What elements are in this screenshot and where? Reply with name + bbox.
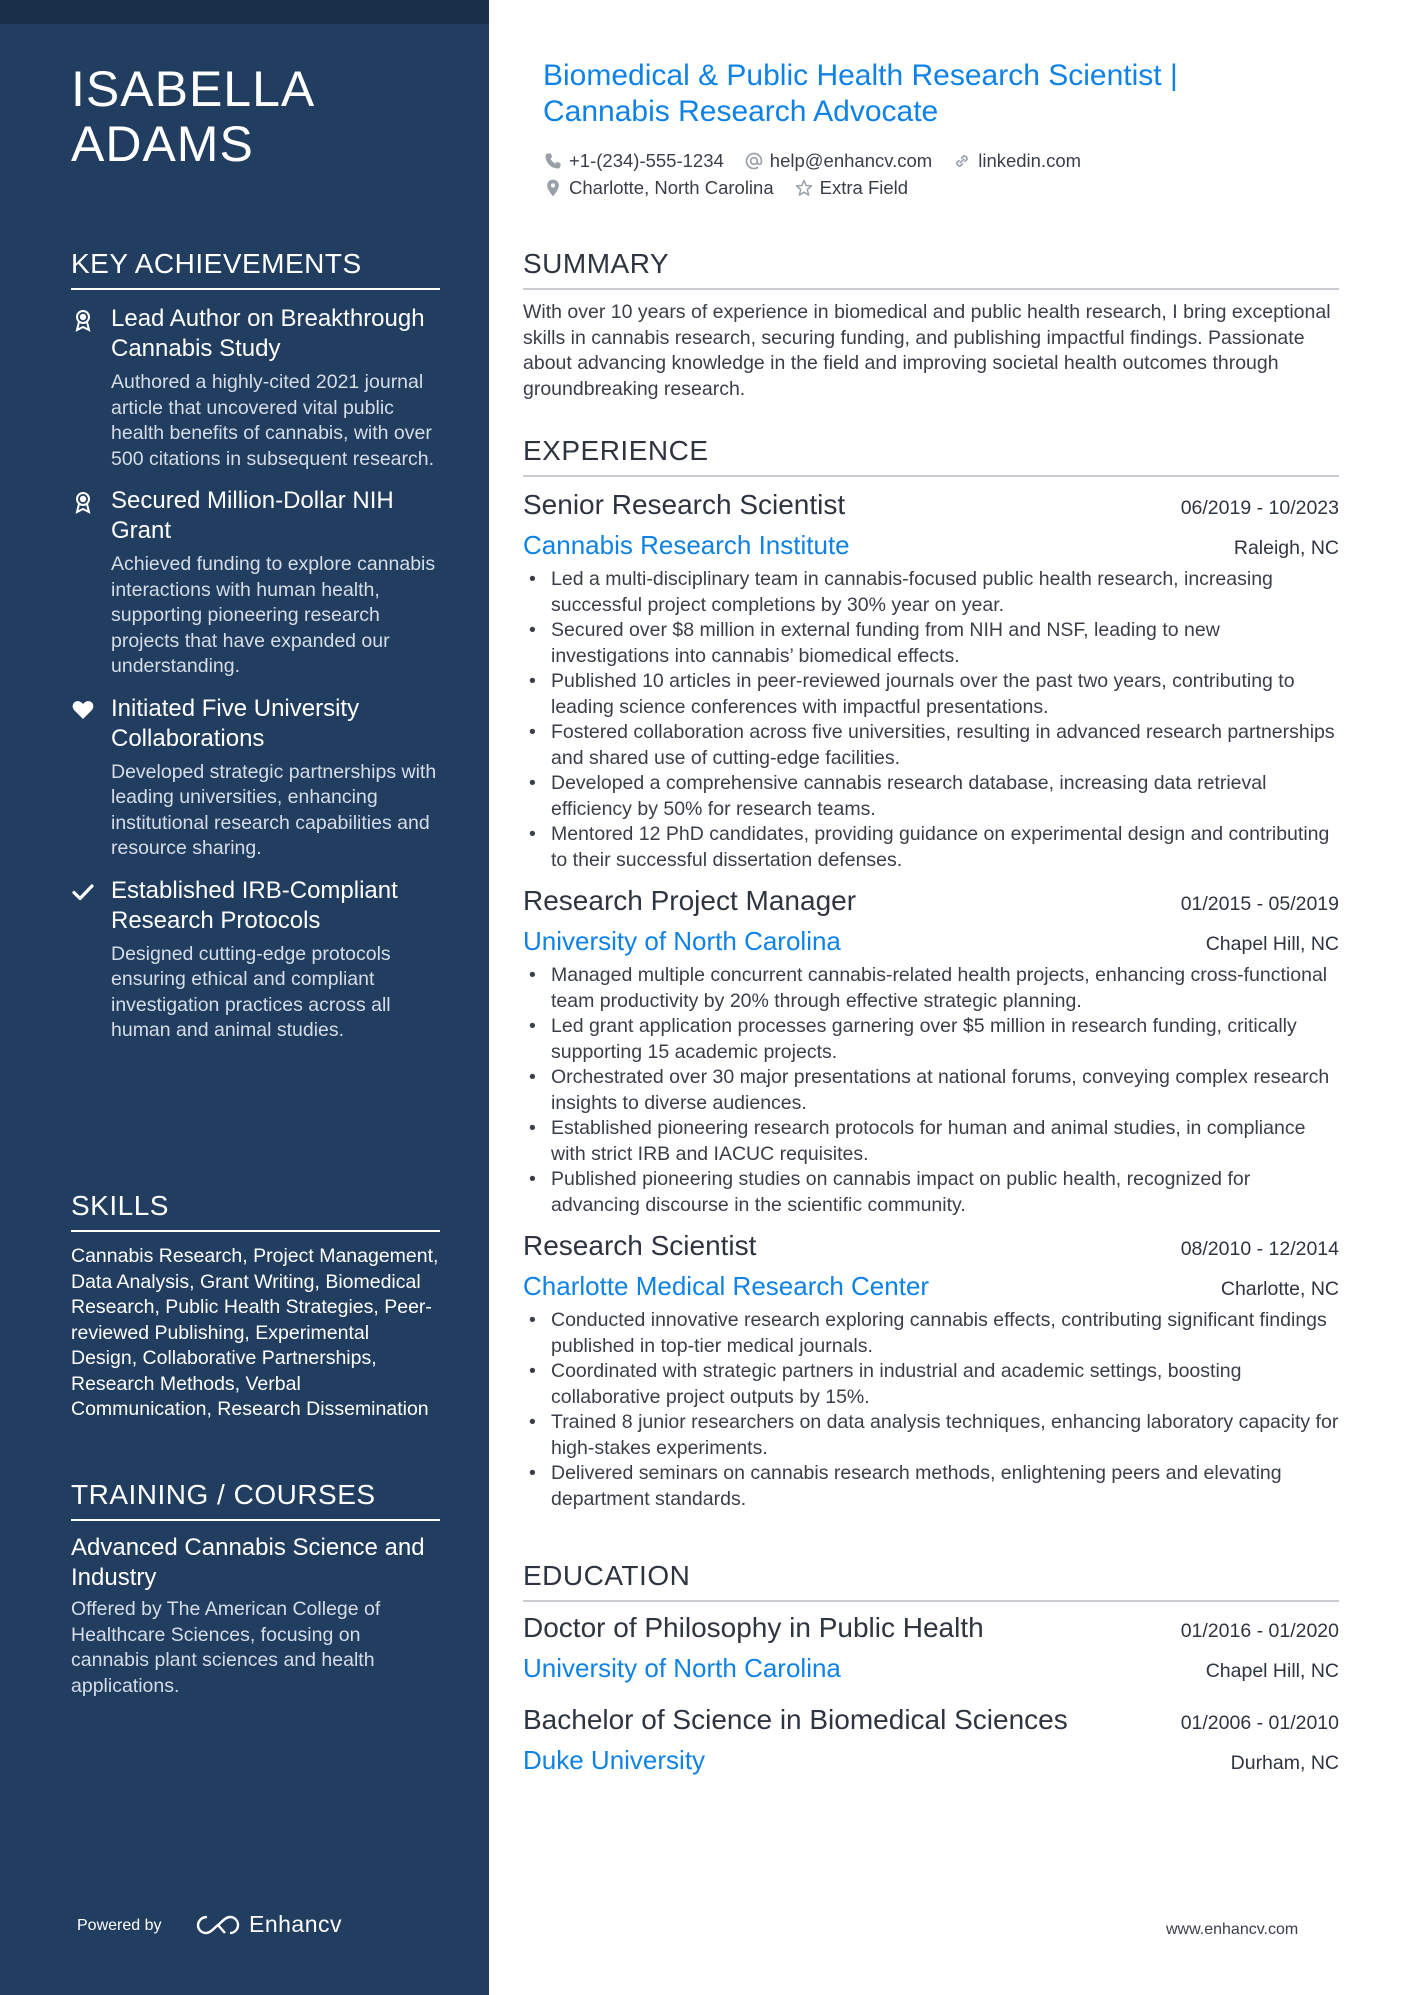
education-entry	[523, 1608, 1339, 1688]
location-pin-icon	[543, 178, 563, 198]
education-dates: 01/2006 - 01/2010	[1180, 1712, 1339, 1734]
job-entry	[523, 485, 1339, 873]
job-company-row	[523, 525, 1339, 565]
at-icon	[744, 151, 764, 171]
achievement-item	[71, 486, 440, 680]
job-header-row	[523, 881, 1339, 921]
job-bullet: • Led a multi-disciplinary team in cannabis-focused public health research, increasing successful project completions by 30% year on year.	[523, 567, 1339, 618]
headline	[543, 58, 1323, 130]
headline-line-2: Cannabis Research Advocate	[543, 95, 939, 128]
school-name: Duke University	[523, 1745, 706, 1775]
education-header-row	[523, 1608, 1339, 1648]
education-school-row	[523, 1740, 1339, 1780]
enhancv-brand-name: Enhancv	[249, 1911, 343, 1937]
job-bullet: • Orchestrated over 30 major presentations at national forums, conveying complex research insights to diverse audiences.	[523, 1065, 1339, 1116]
candidate-name	[71, 62, 451, 172]
job-bullets	[523, 1308, 1339, 1512]
achievement-item	[71, 876, 440, 1044]
summary-heading: SUMMARY	[523, 246, 1339, 290]
job-bullet: • Conducted innovative research exploring cannabis effects, contributing significant findings published in top-tier medical journals.	[523, 1308, 1339, 1359]
achievement-title: Lead Author on Breakthrough Cannabis Study	[111, 305, 425, 362]
contact-phone[interactable]	[543, 150, 724, 172]
degree-title: Bachelor of Science in Biomedical Sciences	[523, 1704, 1068, 1735]
skills-heading: SKILLS	[71, 1188, 440, 1232]
degree-title: Doctor of Philosophy in Public Health	[523, 1612, 984, 1643]
job-bullet: • Published pioneering studies on cannabis impact on public health, recognized for advancing discourse in the scientific community.	[523, 1167, 1339, 1218]
job-entry	[523, 1226, 1339, 1512]
achievement-title: Initiated Five University Collaborations	[111, 694, 360, 752]
contact-info	[543, 147, 1333, 201]
education-dates: 01/2016 - 01/2020	[1180, 1620, 1339, 1642]
phone-icon	[543, 151, 563, 171]
achievement-description: Achieved funding to explore cannabis interactions with human health, supporting pioneering research projects that have expanded our understanding.	[111, 553, 436, 677]
job-company: Cannabis Research Institute	[523, 530, 850, 560]
course-title: Advanced Cannabis Science and Industry	[71, 1534, 425, 1591]
name-line-1: ISABELLA	[71, 61, 316, 117]
job-bullets	[523, 567, 1339, 873]
key-achievements-heading: KEY ACHIEVEMENTS	[71, 246, 440, 290]
job-bullet: • Published 10 articles in peer-reviewed journals over the past two years, contributing to leading science conferences with impactful presentations.	[523, 669, 1339, 720]
experience-section	[523, 433, 1339, 1512]
school-name: University of North Carolina	[523, 1653, 841, 1683]
job-title: Senior Research Scientist	[523, 489, 846, 520]
contact-row	[543, 174, 1333, 201]
star-icon	[794, 178, 814, 198]
job-bullet: • Mentored 12 PhD candidates, providing guidance on experimental design and contributing to their successful dissertation defenses.	[523, 822, 1339, 873]
location-text: Charlotte, North Carolina	[569, 176, 774, 198]
job-bullet: • Coordinated with strategic partners in industrial and academic settings, boosting collaborative project outputs by 15%.	[523, 1359, 1339, 1410]
job-company-row	[523, 921, 1339, 961]
education-entry	[523, 1700, 1339, 1780]
job-location: Raleigh, NC	[1233, 537, 1339, 559]
linkedin-url: linkedin.com	[978, 149, 1082, 171]
education-school-row	[523, 1648, 1339, 1688]
contact-email[interactable]	[744, 150, 932, 172]
experience-heading: EXPERIENCE	[523, 433, 1339, 477]
education-section	[523, 1558, 1339, 1780]
job-bullet: • Trained 8 junior researchers on data analysis techniques, enhancing laboratory capacity for high-stakes experiments.	[523, 1410, 1339, 1461]
summary-section	[523, 246, 1339, 402]
skills-section	[71, 1188, 440, 1423]
job-bullet: • Established pioneering research protocols for human and animal studies, in compliance with strict IRB and IACUC requisites.	[523, 1116, 1339, 1167]
job-bullet: • Managed multiple concurrent cannabis-related health projects, enhancing cross-functional team productivity by 20% through effective strategic planning.	[523, 963, 1339, 1014]
contact-extra	[794, 177, 908, 199]
achievement-description: Developed strategic partnerships with leading universities, enhancing institutional research capabilities and resource sharing.	[111, 760, 437, 859]
education-heading: EDUCATION	[523, 1558, 1339, 1602]
job-company: Charlotte Medical Research Center	[523, 1271, 930, 1301]
job-entry	[523, 881, 1339, 1218]
job-bullet: • Delivered seminars on cannabis research methods, enlightening peers and elevating department standards.	[523, 1461, 1339, 1512]
training-heading: TRAINING / COURSES	[71, 1477, 440, 1521]
job-company-row	[523, 1266, 1339, 1306]
job-bullet: • Developed a comprehensive cannabis research database, increasing data retrieval efficiency by 50% for research teams.	[523, 771, 1339, 822]
achievement-title: Secured Million-Dollar NIH Grant	[111, 487, 394, 544]
school-location: Durham, NC	[1230, 1752, 1339, 1774]
achievement-description: Authored a highly-cited 2021 journal article that uncovered vital public health benefits of cannabis, with over 500 citations in subsequent research.	[111, 371, 435, 470]
check-icon	[71, 880, 95, 904]
phone-number: +1-(234)-555-1234	[569, 149, 724, 171]
enhancv-logo[interactable]	[195, 1911, 342, 1938]
contact-linkedin[interactable]	[952, 150, 1081, 172]
job-dates: 08/2010 - 12/2014	[1180, 1238, 1339, 1260]
job-bullets	[523, 963, 1339, 1218]
job-title: Research Project Manager	[523, 885, 857, 916]
job-bullet: • Led grant application processes garnering over $5 million in research funding, critically supporting 15 academic projects.	[523, 1014, 1339, 1065]
award-icon	[71, 490, 95, 514]
job-header-row	[523, 485, 1339, 525]
job-header-row	[523, 1226, 1339, 1266]
email-address: help@enhancv.com	[769, 149, 933, 171]
enhancv-logo-icon	[195, 1913, 241, 1937]
award-icon	[71, 308, 95, 332]
job-dates: 01/2015 - 05/2019	[1180, 893, 1339, 915]
achievement-description: Designed cutting-edge protocols ensuring ethical and compliant investigation practices across all human and animal studies.	[111, 942, 391, 1041]
sidebar-top-bar	[0, 0, 489, 24]
heart-icon	[71, 698, 95, 722]
education-header-row	[523, 1700, 1339, 1740]
powered-by-label: Powered by	[77, 1917, 162, 1934]
achievement-item	[71, 694, 440, 862]
job-location: Chapel Hill, NC	[1205, 933, 1339, 955]
name-line-2: ADAMS	[71, 116, 254, 172]
job-title: Research Scientist	[523, 1230, 757, 1261]
achievement-title: Established IRB-Compliant Research Protocols	[111, 876, 398, 934]
contact-location	[543, 177, 774, 199]
headline-line-1: Biomedical & Public Health Research Scientist |	[543, 59, 1178, 92]
key-achievements-section	[71, 246, 440, 1044]
achievement-item	[71, 304, 440, 472]
job-bullet: • Secured over $8 million in external funding from NIH and NSF, leading to new investigations into cannabis’ biomedical effects.	[523, 618, 1339, 669]
job-bullet: • Fostered collaboration across five universities, resulting in advanced research partnerships and shared use of cutting-edge facilities.	[523, 720, 1339, 771]
school-location: Chapel Hill, NC	[1205, 1660, 1339, 1682]
skills-list: Cannabis Research, Project Management, Data Analysis, Grant Writing, Biomedical Research, Public Health Strategies, Peer-reviewed Publishing, Experimental Design, Collaborative Partnerships, Research Methods, Verbal Communication, Research Dissemination	[71, 1245, 439, 1420]
training-section	[71, 1477, 440, 1699]
course-description: Offered by The American College of Healthcare Sciences, focusing on cannabis plant sciences and health applications.	[71, 1598, 381, 1697]
footer-website-link[interactable]: www.enhancv.com	[1166, 1921, 1299, 1938]
job-location: Charlotte, NC	[1220, 1278, 1339, 1300]
contact-row	[543, 147, 1333, 174]
job-company: University of North Carolina	[523, 926, 841, 956]
link-icon	[952, 151, 972, 171]
extra-field-text: Extra Field	[819, 176, 909, 198]
summary-text: With over 10 years of experience in biomedical and public health research, I bring exceptional skills in cannabis research, securing funding, and publishing impactful findings. Passionate about advancing knowledge in the field and improving societal health outcomes through groundbreaking research.	[523, 301, 1331, 400]
job-dates: 06/2019 - 10/2023	[1180, 497, 1339, 519]
sidebar	[0, 0, 489, 1995]
